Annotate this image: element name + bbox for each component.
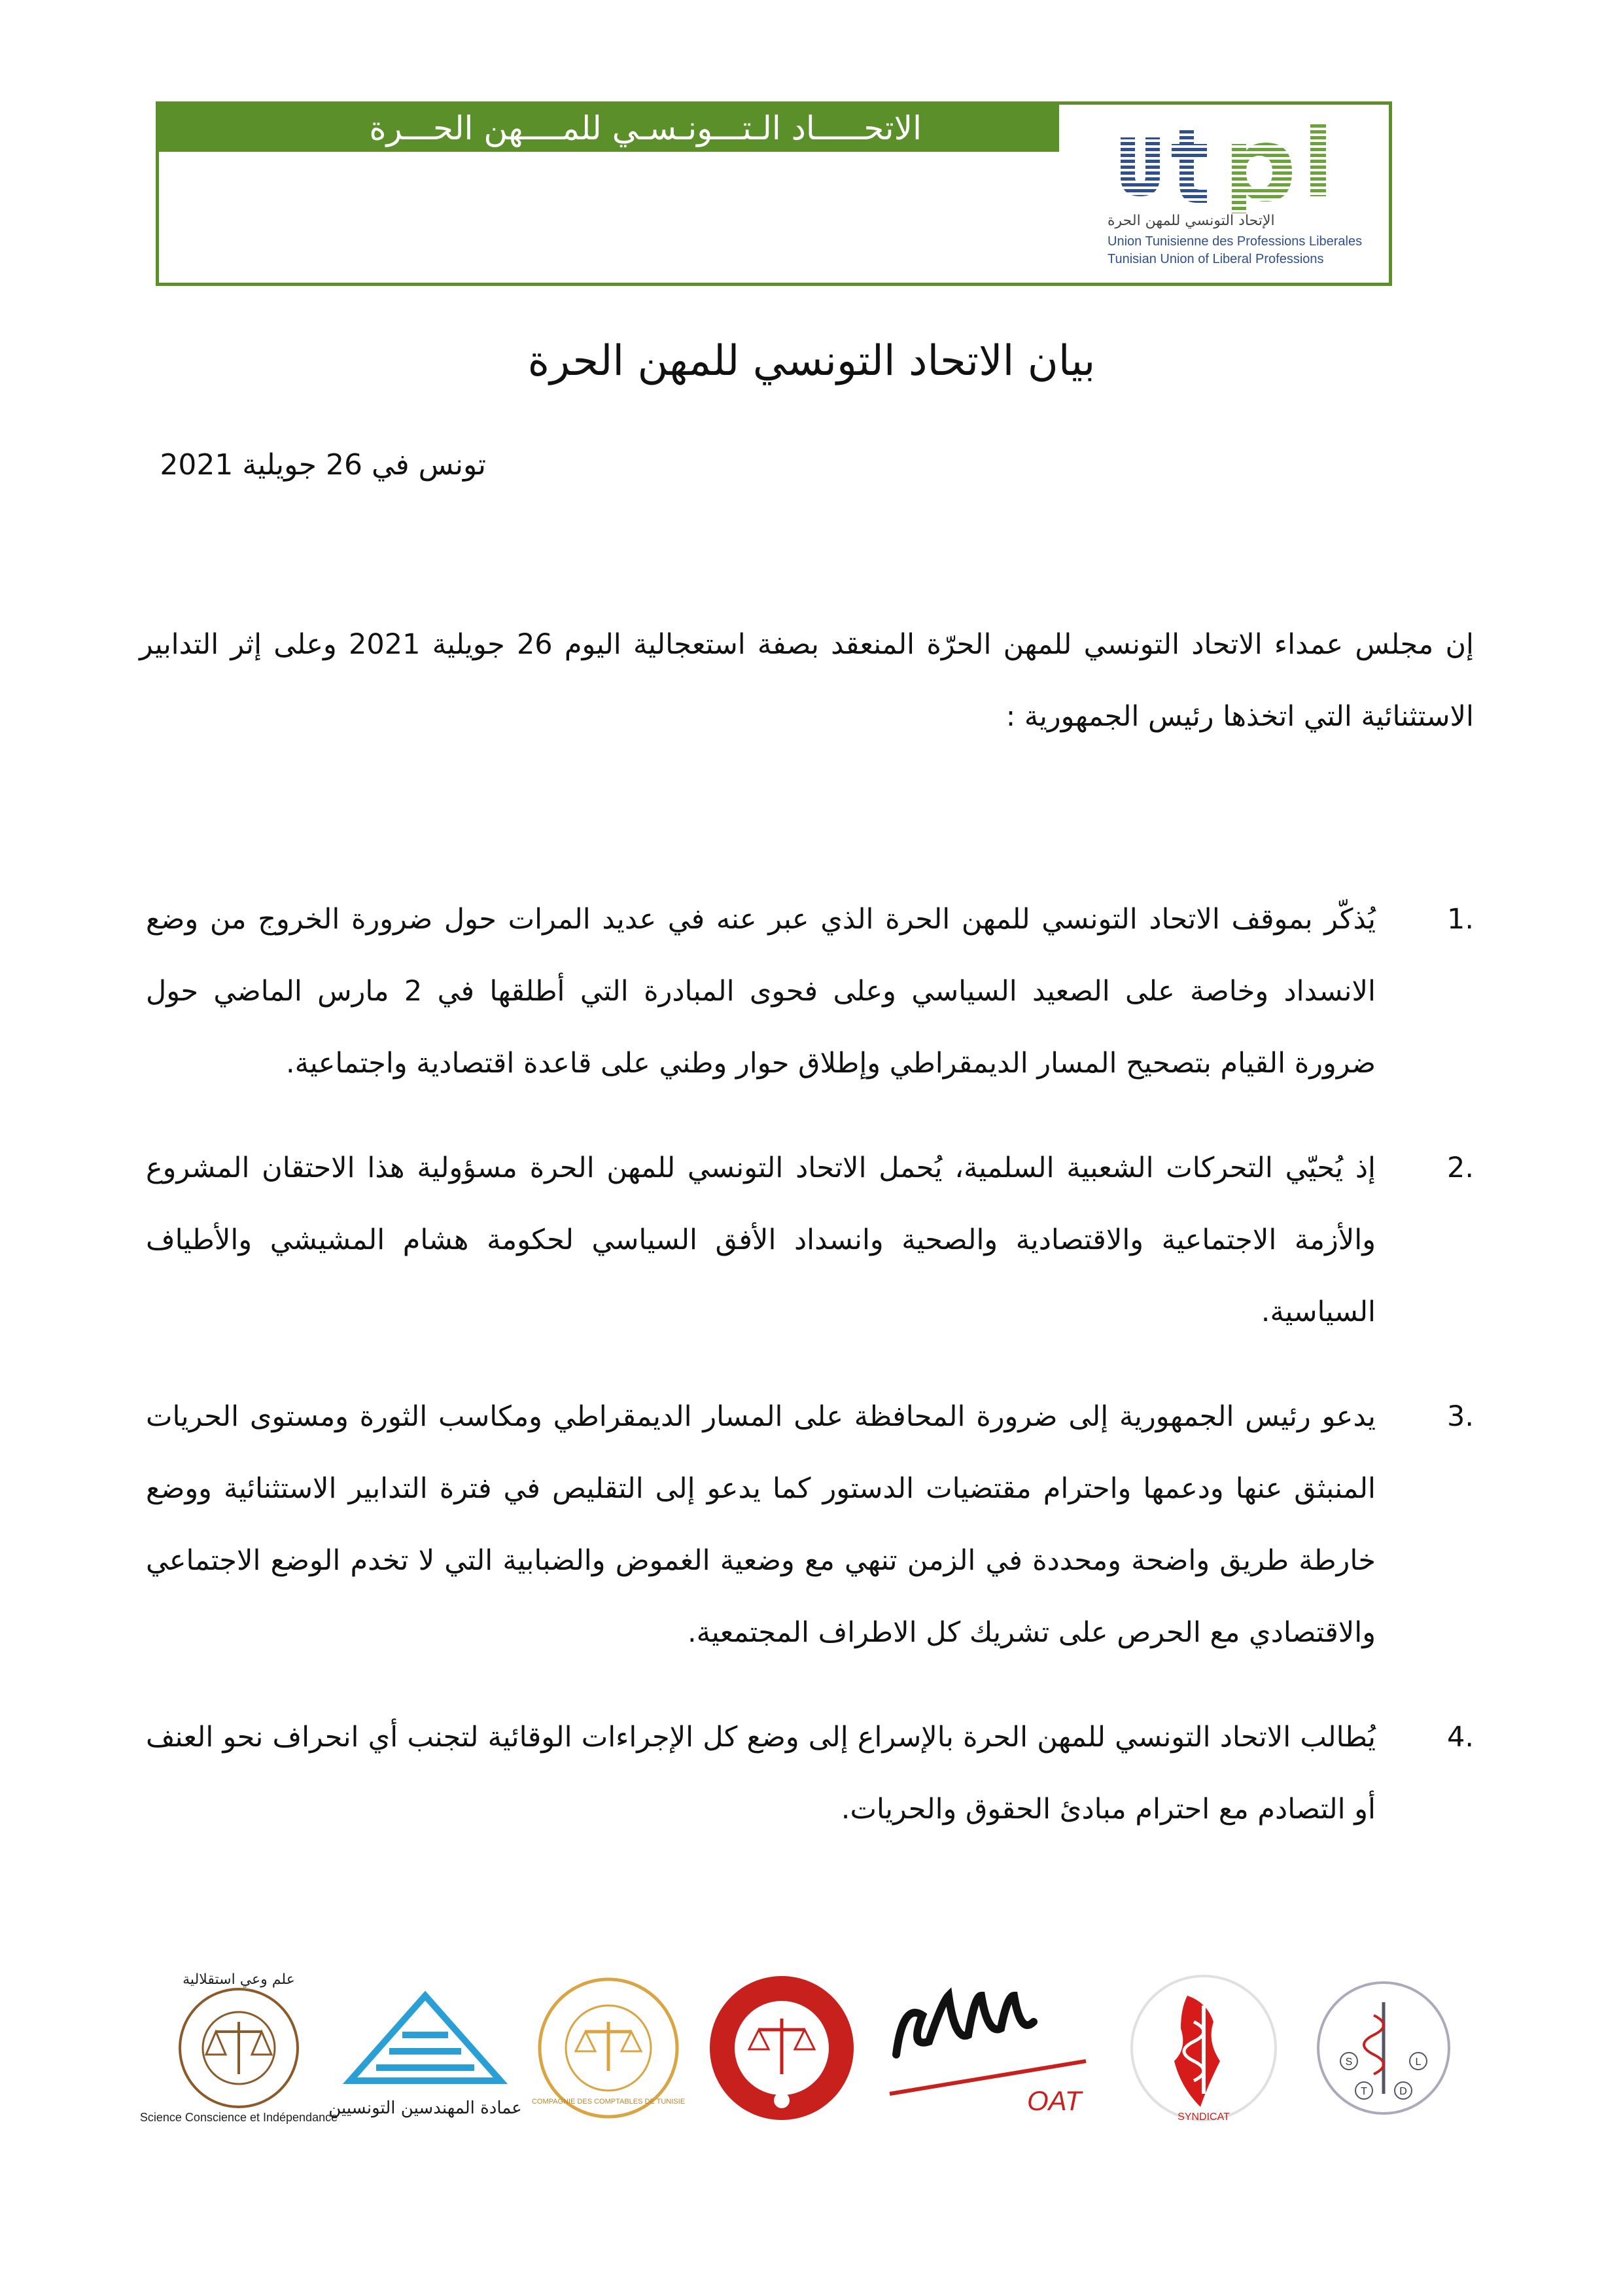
item-text: إذ يُحيّي التحركات الشعبية السلمية، يُحمل الاتحاد التونسي للمهن الحرة مسؤولية هذا الاحتقان المشروع والأزمة الاجتماعية والاقتصادية والصحية وانسداد الأفق السياسي لحكومة هشام المشيشي والأطياف السياسية.: [146, 1152, 1376, 1328]
letterhead-banner: [159, 105, 1059, 152]
engineers-order-logo: [328, 1969, 522, 2127]
oat-logo-caption: OAT: [1027, 2085, 1082, 2116]
science-conscience-logo: [139, 1969, 338, 2127]
statement-date: تونس في 26 جويلية 2021: [160, 448, 486, 482]
doctors-syndicate-logo: [1115, 1969, 1292, 2127]
utpl-mark-icon: [1108, 124, 1369, 209]
item-text: يُذكّر بموقف الاتحاد التونسي للمهن الحرة الذي عبر عنه في عديد المرات حول ضرورة الخروج من وضع الانسداد وخاصة على الصعيد السياسي وعلى فحوى المبادرة التي أطلقها في 2 مارس الماضي حول ضرورة القيام بتصحيح المسار الديمقراطي وإطلاق حوار وطني على قاعدة اقتصادية واجتماعية.: [146, 903, 1376, 1080]
item-number: 3.: [1446, 1400, 1474, 1433]
svg-text:L: L: [1415, 2057, 1422, 2068]
letterhead: [156, 101, 1392, 286]
item-text: يُطالب الاتحاد التونسي للمهن الحرة بالإسراع إلى وضع كل الإجراءات الوقائية لتجنب أي انحراف نحو العنف أو التصادم مع احترام مبادئ الحقوق والحريات.: [146, 1721, 1376, 1826]
item-number: 4.: [1446, 1721, 1474, 1754]
member-logos: [139, 1969, 1459, 2127]
stmdl-logo: [1308, 1969, 1459, 2127]
accountants-logo: [530, 1969, 687, 2127]
item-number: 1.: [1446, 903, 1474, 936]
engineers-logo-caption: عمادة المهندسين التونسيين: [328, 2098, 522, 2118]
utpl-logo: [1108, 124, 1369, 275]
utpl-french-name: Union Tunisienne des Professions Liberales: [1108, 234, 1363, 249]
science-logo-top: علم وعي استقلالية: [183, 1971, 295, 1988]
list-item: [146, 883, 1474, 1099]
list-item: [146, 1381, 1474, 1669]
banner-text: الاتحـــــاد الـتـــونـسـي للمــــهن الحـــرة: [369, 109, 922, 147]
utpl-arabic-name: الإتحاد التونسي للمهن الحرة: [1108, 213, 1275, 229]
item-number: 2.: [1446, 1152, 1474, 1184]
statement-title: بيان الاتحاد التونسي للمهن الحرة: [527, 337, 1096, 385]
svg-text:T: T: [1361, 2086, 1367, 2097]
list-item: [146, 1701, 1474, 1845]
doctors-logo-caption: SYNDICAT: [1178, 2111, 1230, 2123]
svg-text:D: D: [1399, 2086, 1407, 2097]
item-text: يدعو رئيس الجمهورية إلى ضرورة المحافظة على المسار الديمقراطي ومكاسب الثورة ومستوى الحريات المنبثق عنها ودعمها واحترام مقتضيات الدستور كما يدعو إلى التقليص في فترة التدابير الاستثنائية ووضع خارطة طريق واضحة ومحددة في الزمن تنهي مع وضعية الغموض والضبابية التي لا تخدم الوضع الاجتماعي والاقتصادي مع الحرص على تشريك كل الاطراف المجتمعية.: [146, 1400, 1376, 1649]
statement-points: [146, 883, 1474, 1878]
oat-logo: [877, 1969, 1099, 2127]
svg-text:S: S: [1345, 2057, 1353, 2068]
lawyers-order-logo: [703, 1969, 860, 2127]
science-logo-caption: Science Conscience et Indépendance: [139, 2111, 338, 2124]
utpl-english-name: Tunisian Union of Liberal Professions: [1108, 252, 1324, 266]
statement-intro: إن مجلس عمداء الاتحاد التونسي للمهن الحرّة المنعقد بصفة استعجالية اليوم 26 جويلية 2021 وعلى إثر التدابير الاستثنائية التي اتخذها رئيس الجمهورية :: [139, 628, 1474, 733]
list-item: [146, 1132, 1474, 1348]
accountants-logo-caption: COMPAGNIE DES COMPTABLES DE TUNISIE: [531, 2098, 686, 2106]
